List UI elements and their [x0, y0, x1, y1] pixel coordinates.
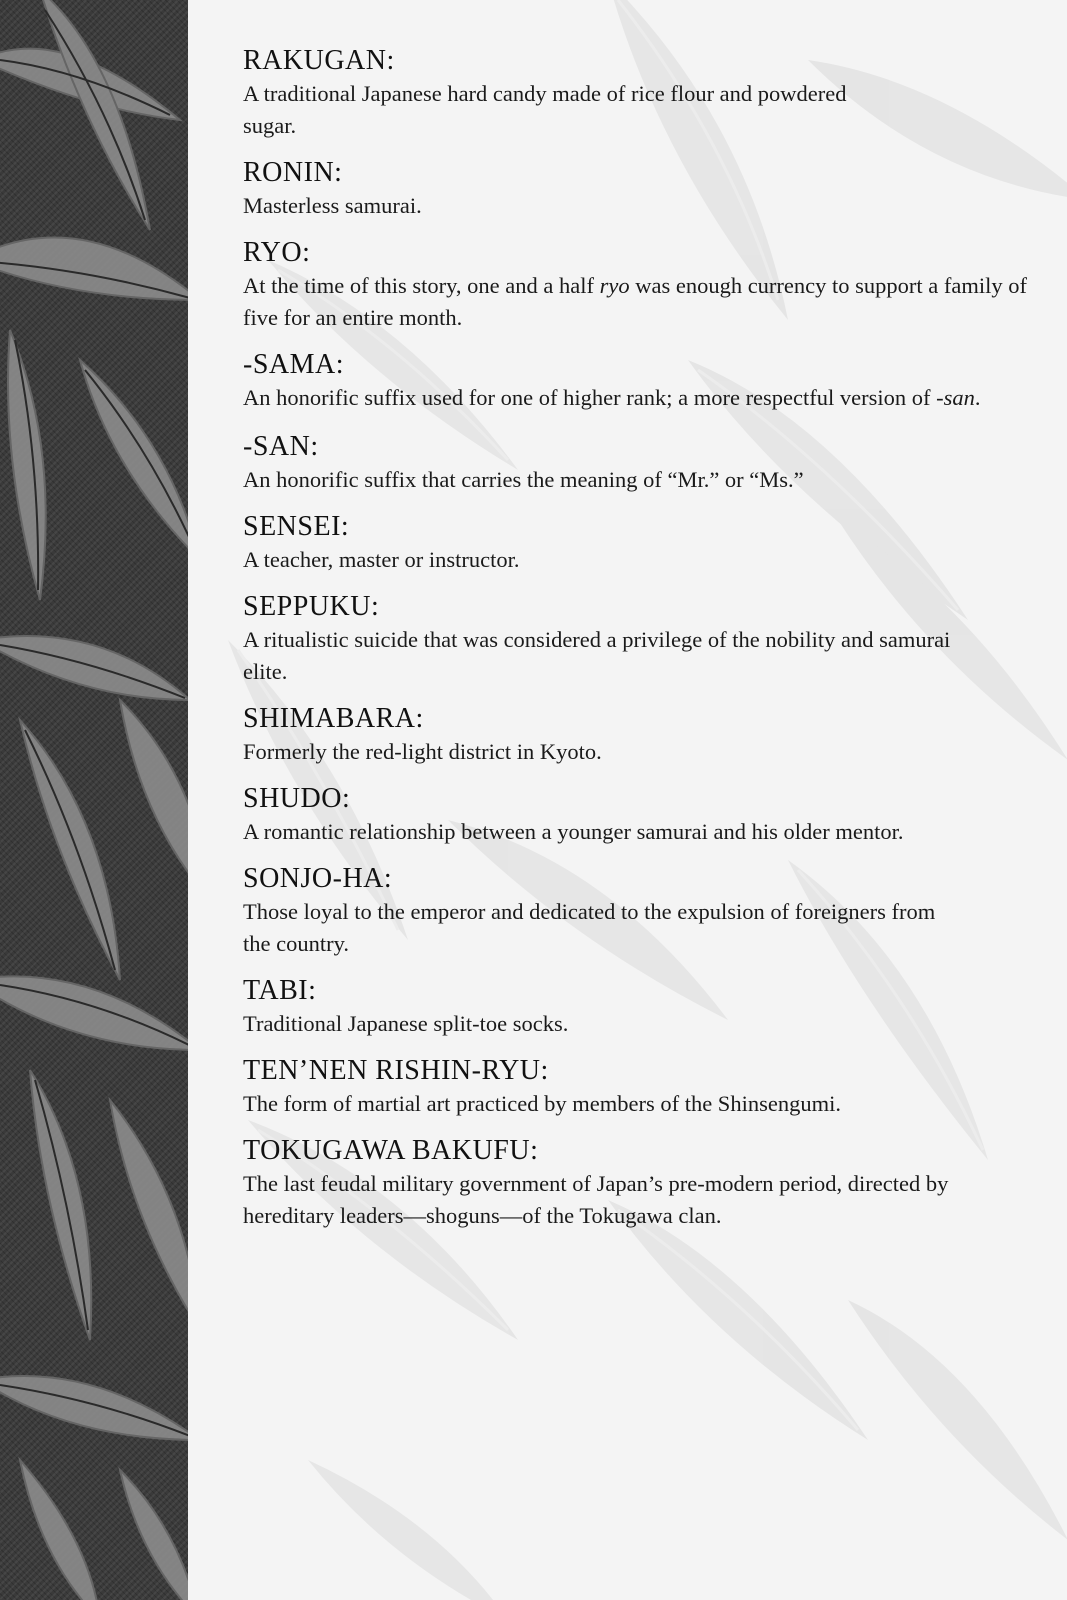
term: -SAMA:: [243, 349, 345, 380]
glossary-entry-tokugawa-bakufu: [243, 1134, 1043, 1232]
term: TOKUGAWA BAKUFU:: [243, 1135, 539, 1166]
term: RONIN:: [243, 157, 343, 188]
term: SHUDO:: [243, 783, 351, 814]
glossary-list: [243, 44, 1043, 1232]
term: -SAN:: [243, 431, 319, 462]
decorative-leaf-strip: [0, 0, 188, 1600]
definition: The form of martial art practiced by members of the Shinsengumi.: [243, 1091, 841, 1116]
term: SONJO-HA:: [243, 863, 393, 894]
definition: A teacher, master or instructor.: [243, 547, 520, 572]
leaf-pattern-dark: [0, 0, 188, 1600]
glossary-entry-shimabara: [243, 702, 1043, 768]
glossary-entry-sonjo-ha: [243, 862, 1043, 960]
glossary-panel: [188, 0, 1067, 1600]
term: RYO:: [243, 237, 311, 268]
glossary-entry-seppuku: [243, 590, 1043, 688]
definition: An honorific suffix that carries the meaning of “Mr.” or “Ms.”: [243, 467, 804, 492]
definition: The last feudal military government of Japan’s pre-modern period, directed by hereditary leaders—shoguns—of the Tokugawa clan.: [243, 1171, 949, 1228]
term: SEPPUKU:: [243, 591, 380, 622]
definition: Traditional Japanese split-toe socks.: [243, 1011, 569, 1036]
italic-term: -san: [936, 385, 975, 410]
definition: Masterless samurai.: [243, 193, 422, 218]
glossary-entry-ryo: [243, 236, 1043, 334]
term: SHIMABARA:: [243, 703, 424, 734]
definition: Those loyal to the emperor and dedicated to the expulsion of foreigners from the country.: [243, 899, 936, 956]
term: RAKUGAN:: [243, 45, 395, 76]
glossary-entry-tabi: [243, 974, 1043, 1040]
term: TABI:: [243, 975, 317, 1006]
term: TEN’NEN RISHIN-RYU:: [243, 1055, 549, 1086]
definition: Formerly the red-light district in Kyoto.: [243, 739, 602, 764]
definition: An honorific suffix used for one of higher rank; a more respectful version of -san.: [243, 385, 981, 410]
glossary-entry-rakugan: [243, 44, 1043, 142]
italic-term: ryo: [599, 273, 630, 298]
glossary-entry-san: [243, 430, 1043, 496]
glossary-entry-ronin: [243, 156, 1043, 222]
glossary-entry-shudo: [243, 782, 1043, 848]
glossary-entry-sama: [243, 348, 1043, 414]
definition: At the time of this story, one and a half ryo was enough currency to support a family of five for an entire month.: [243, 273, 1027, 330]
term: SENSEI:: [243, 511, 350, 542]
definition: A romantic relationship between a younger samurai and his older mentor.: [243, 819, 904, 844]
glossary-entry-tennen-rishin-ryu: [243, 1054, 1043, 1120]
definition: A traditional Japanese hard candy made of rice flour and powdered sugar.: [243, 81, 847, 138]
glossary-entry-sensei: [243, 510, 1043, 576]
definition: A ritualistic suicide that was considered a privilege of the nobility and samurai elite.: [243, 627, 951, 684]
